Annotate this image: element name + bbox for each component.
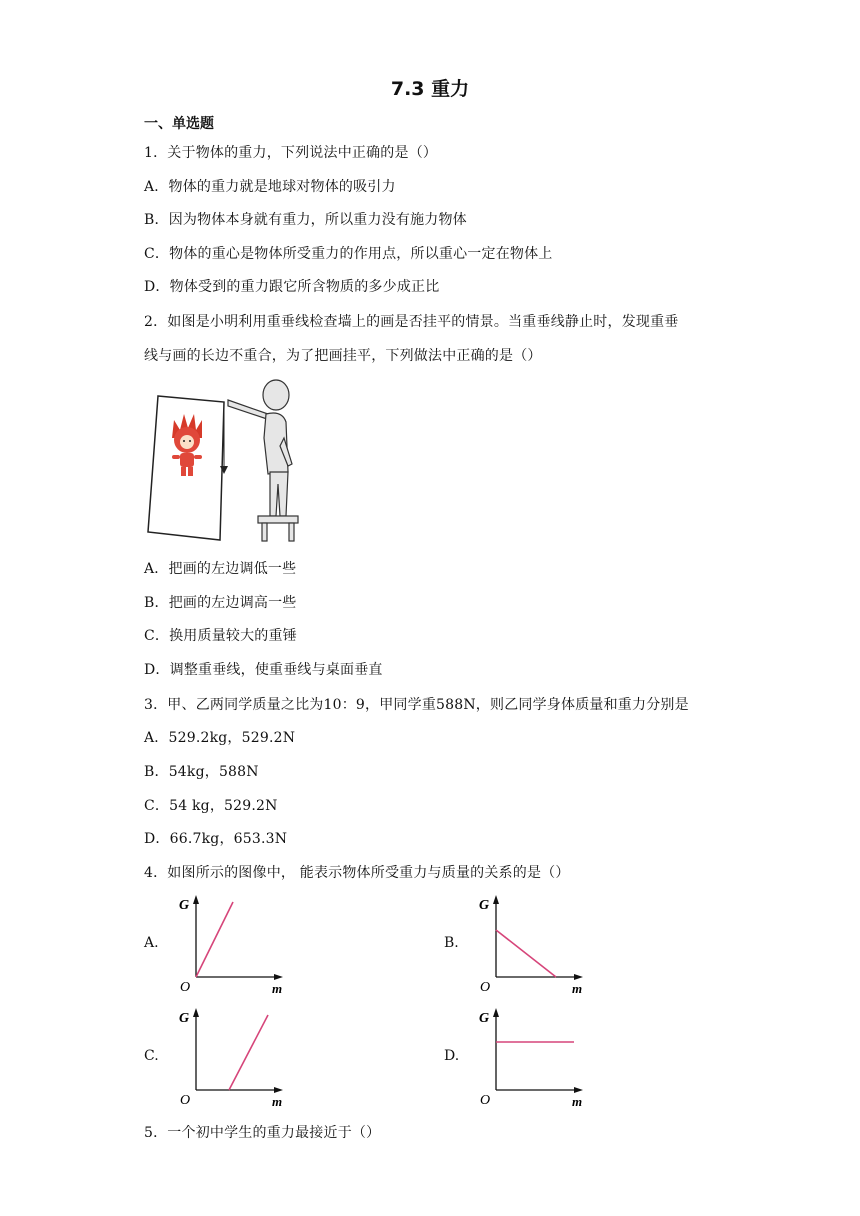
section-heading: 一、单选题 [144, 116, 214, 132]
graph-c-y-arrow [193, 1008, 199, 1017]
q2-option-a: A．把画的左边调低一些 [144, 561, 297, 577]
q2-stem-line2: 线与画的长边不重合，为了把画挂平，下列做法中正确的是（） [144, 348, 542, 364]
graph-d-x-label: m [572, 1094, 583, 1109]
graph-a-line [196, 902, 233, 977]
graph-d-x-arrow [574, 1087, 583, 1093]
graph-a-origin: O [180, 980, 191, 995]
plumb-line-figure [144, 376, 314, 544]
graph-d [470, 1005, 590, 1109]
graph-c-line [229, 1015, 268, 1090]
graph-b-y-arrow [493, 895, 499, 904]
graph-b [470, 892, 590, 996]
graph-a-y-label: G [179, 898, 190, 913]
graph-c-y-label: G [179, 1011, 190, 1026]
graph-c-origin: O [180, 1093, 191, 1108]
page-title: 7.3 重力 [390, 78, 470, 100]
graph-d-y-label: G [479, 1011, 490, 1026]
graph-a-y-arrow [193, 895, 199, 904]
graph-b-origin: O [480, 980, 491, 995]
q2-option-c: C．换用质量较大的重锤 [144, 628, 297, 644]
q2-stem-line1: 2．如图是小明利用重垂线检查墙上的画是否挂平的情景。当重垂线静止时，发现重垂 [144, 314, 679, 330]
q1-stem: 1．关于物体的重力，下列说法中正确的是（） [144, 145, 438, 161]
q3-option-c: C．54 kg，529.2N [144, 798, 278, 814]
q2-option-d: D．调整重垂线，使重垂线与桌面垂直 [144, 662, 383, 678]
q3-option-a: A．529.2kg，529.2N [144, 730, 296, 746]
q1-option-a: A．物体的重力就是地球对物体的吸引力 [144, 179, 396, 195]
q1-option-c: C．物体的重心是物体所受重力的作用点，所以重心一定在物体上 [144, 246, 553, 262]
q3-option-d: D．66.7kg，653.3N [144, 831, 288, 847]
q4-label-b: B. [444, 935, 459, 951]
q4-stem: 4．如图所示的图像中， 能表示物体所受重力与质量的关系的是（） [144, 865, 570, 881]
q4-label-d: D. [444, 1048, 460, 1064]
person-figure [228, 380, 298, 541]
graph-c [170, 1005, 290, 1109]
graph-b-x-label: m [572, 981, 583, 996]
q3-stem: 3．甲、乙两同学质量之比为10：9，甲同学重588N，则乙同学身体质量和重力分别是 [144, 697, 689, 713]
graph-c-x-arrow [274, 1087, 283, 1093]
graph-b-y-label: G [479, 898, 490, 913]
q4-label-c: C. [144, 1048, 159, 1064]
q1-option-b: B．因为物体本身就有重力，所以重力没有施力物体 [144, 212, 467, 228]
q1-option-d: D．物体受到的重力跟它所含物质的多少成正比 [144, 279, 440, 295]
graph-b-x-arrow [574, 974, 583, 980]
graph-a-x-label: m [272, 981, 283, 996]
graph-a [170, 892, 290, 996]
graph-c-x-label: m [272, 1094, 283, 1109]
q4-label-a: A. [144, 935, 159, 951]
graph-a-x-arrow [274, 974, 283, 980]
graph-d-y-arrow [493, 1008, 499, 1017]
q3-option-b: B．54kg，588N [144, 764, 259, 780]
q5-stem: 5．一个初中学生的重力最接近于（） [144, 1125, 381, 1141]
graph-b-line [496, 930, 556, 977]
q2-option-b: B．把画的左边调高一些 [144, 595, 297, 611]
graph-d-origin: O [480, 1093, 491, 1108]
